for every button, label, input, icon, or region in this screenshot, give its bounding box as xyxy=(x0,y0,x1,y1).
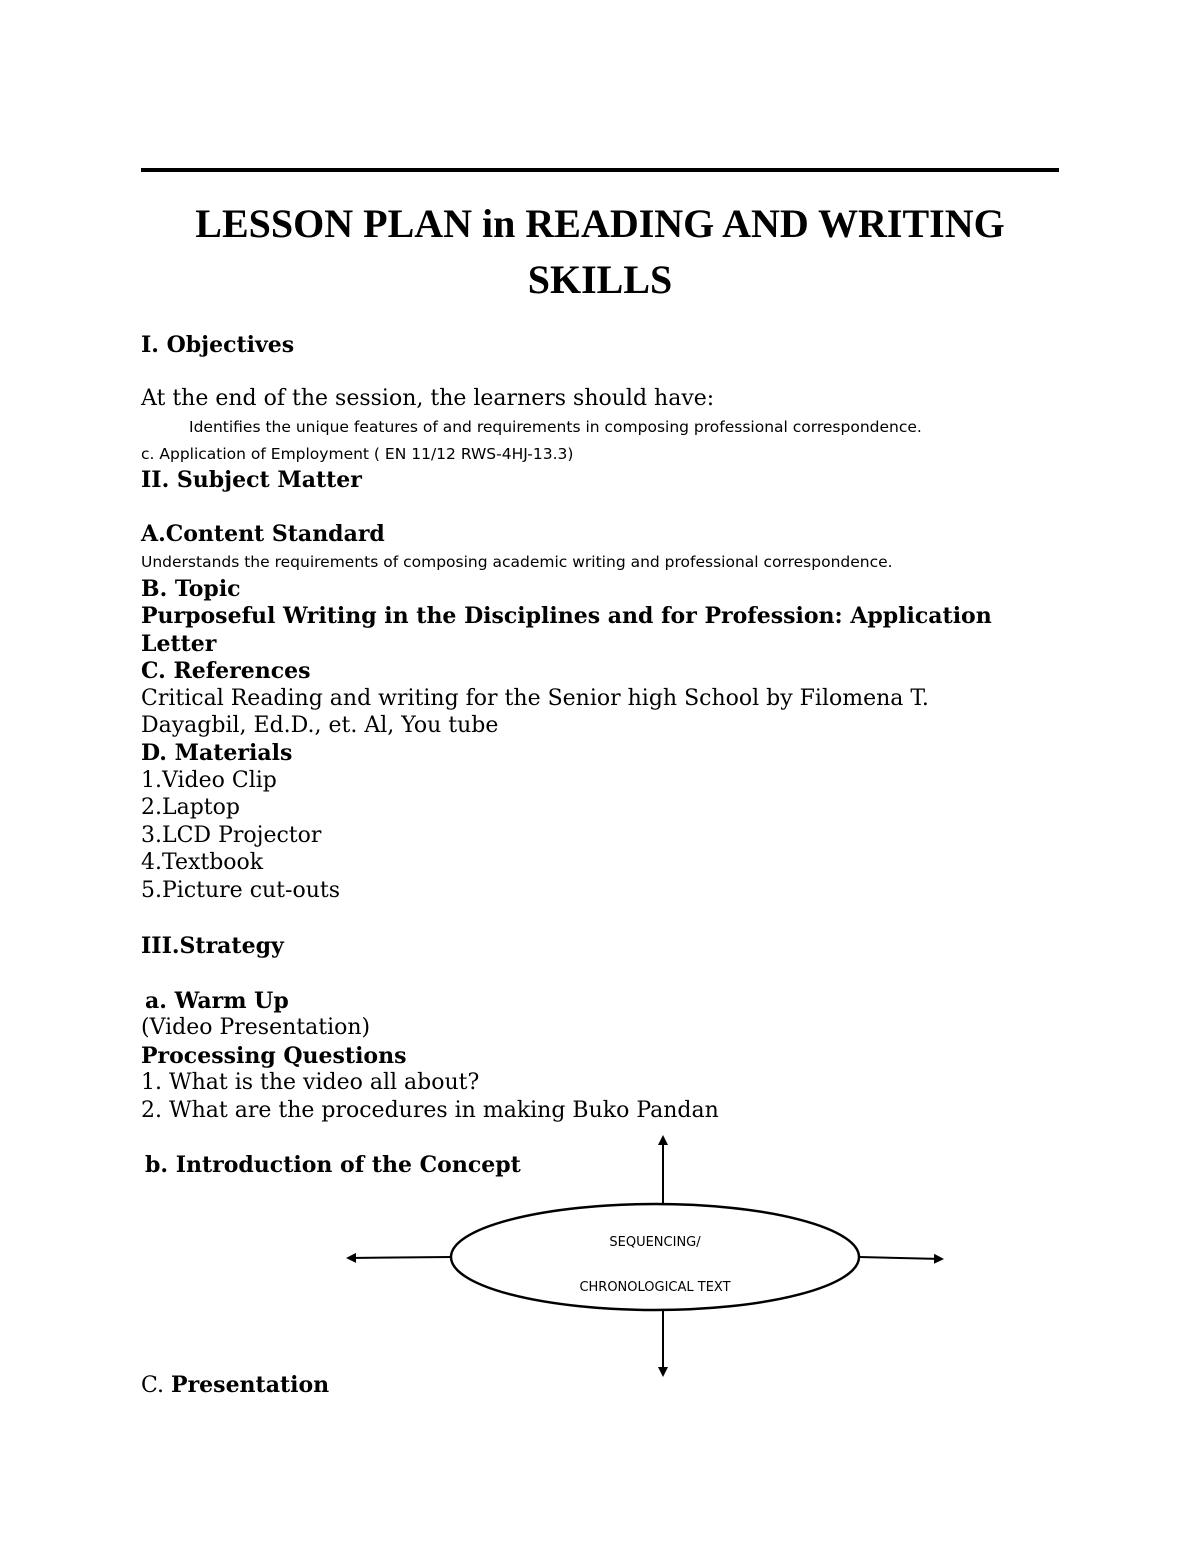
introduction-heading: b. Introduction of the Concept xyxy=(145,1152,521,1178)
arrow-right xyxy=(859,1257,942,1259)
top-rule xyxy=(141,168,1059,172)
objective-item-2: c. Application of Employment ( EN 11/12 RWS-4HJ-13.3) xyxy=(141,445,574,463)
question-item: 2. What are the procedures in making Buko Pandan xyxy=(141,1098,719,1123)
references-heading: C. References xyxy=(141,658,311,684)
objectives-intro: At the end of the session, the learners should have: xyxy=(141,386,715,411)
processing-questions-heading: Processing Questions xyxy=(141,1043,407,1069)
materials-heading: D. Materials xyxy=(141,740,293,766)
topic-heading: B. Topic xyxy=(141,576,241,602)
strategy-heading: III.Strategy xyxy=(141,933,284,959)
arrow-left xyxy=(348,1257,451,1258)
page-title: LESSON PLAN in READING AND WRITING SKILLS xyxy=(195,201,1005,302)
content-standard-text: Understands the requirements of composing academic writing and professional correspondence. xyxy=(141,553,893,571)
presentation-heading xyxy=(141,1372,329,1399)
warmup-heading: a. Warm Up xyxy=(145,988,289,1014)
content-standard-heading: A.Content Standard xyxy=(141,521,385,547)
material-item: 1.Video Clip xyxy=(141,768,277,793)
presentation-label: Presentation xyxy=(171,1372,330,1398)
material-item: 3.LCD Projector xyxy=(141,823,322,848)
presentation-prefix: C. xyxy=(141,1373,165,1398)
topic-line-2: Letter xyxy=(141,631,217,657)
material-item: 5.Picture cut-outs xyxy=(141,878,340,903)
objective-item-1: Identifies the unique features of and requirements in composing professional correspondence. xyxy=(189,418,922,436)
material-item: 2.Laptop xyxy=(141,795,240,820)
topic-line-1: Purposeful Writing in the Disciplines and for Profession: Application xyxy=(141,603,992,629)
diagram-label-line-1: SEQUENCING/ xyxy=(609,1235,701,1250)
question-item: 1. What is the video all about? xyxy=(141,1070,480,1095)
references-line-2: Dayagbil, Ed.D., et. Al, You tube xyxy=(141,713,499,738)
objectives-heading: I. Objectives xyxy=(141,332,295,358)
material-item: 4.Textbook xyxy=(141,850,264,875)
diagram-label-line-2: CHRONOLOGICAL TEXT xyxy=(579,1280,731,1295)
subject-matter-heading: II. Subject Matter xyxy=(141,467,362,493)
warmup-text: (Video Presentation) xyxy=(141,1015,371,1040)
references-line-1: Critical Reading and writing for the Senior high School by Filomena T. xyxy=(141,686,929,711)
concept-diagram xyxy=(330,1125,970,1395)
